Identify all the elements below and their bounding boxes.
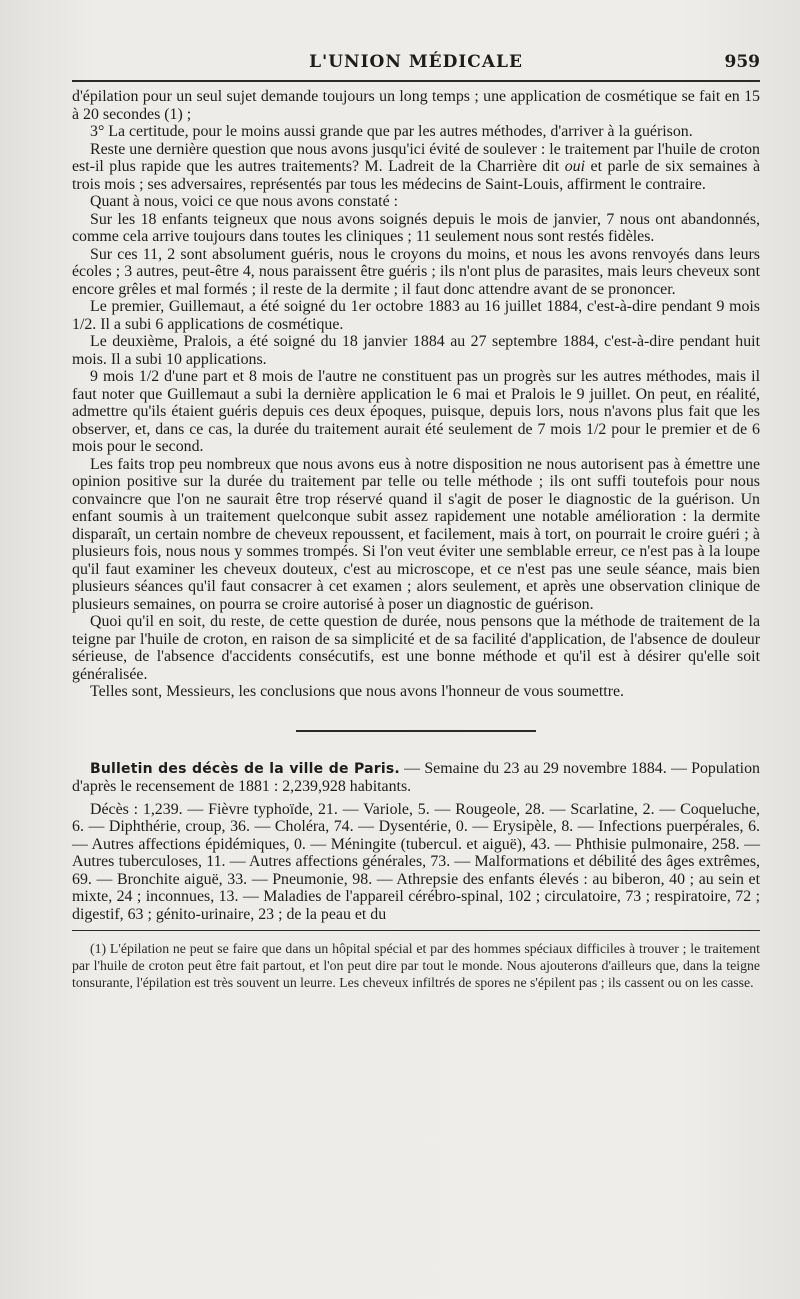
paragraph (72, 141, 760, 194)
paragraph-text: et parle de six semaines à trois mois ; ses adversaires, représentés par tous les médecins de Saint-Louis, affirment le contraire. (72, 158, 761, 193)
paragraph: Sur ces 11, 2 sont absolument guéris, nous le croyons du moins, et nous les avons renvoyés dans leurs écoles ; 3 autres, peut-être 4, nous paraissent être guéris ; ils n'ont plus de parasites, mais leurs cheveux sont encore grêles et mal formés ; il reste de la dermite ; il faut donc attendre avant de se prononcer. (72, 245, 760, 298)
mortality-bulletin (72, 760, 760, 924)
paragraph: Telles sont, Messieurs, les conclusions que nous avons l'honneur de vous soumettre. (90, 683, 625, 700)
paragraph: Le deuxième, Pralois, a été soigné du 18 janvier 1884 au 27 septembre 1884, c'est-à-dire pendant huit mois. Il a subi 10 applications. (72, 333, 760, 368)
paragraph: 3° La certitude, pour le moins aussi grande que par les autres méthodes, d'arriver à la guérison. (90, 123, 693, 140)
page-header (72, 50, 760, 80)
bulletin-title: Bulletin des décès de la ville de Paris. (90, 760, 400, 777)
paragraph-text: Reste une dernière question que nous avons jusqu'ici évité de soulever : le traitement par l'huile de croton est-il plus rapide que les autres traitements? M. Ladreit de la Charrière dit (72, 140, 760, 175)
paragraph: d'épilation pour un seul sujet demande toujours un long temps ; une application de cosmétique se fait en 15 à 20 secondes (1) ; (72, 88, 760, 123)
footnote (72, 940, 760, 992)
paragraph: 9 mois 1/2 d'une part et 8 mois de l'autre ne constituent pas un progrès sur les autres méthodes, mais il faut noter que Guillemaut a subi la dernière application le 6 mai et Pralois le 9 juillet. On peut, en réalité, admettre qu'ils étaient guéris depuis ces deux époques, puisque, depuis lors, nous n'avons plus fait que les observer, et, dans ce cas, la durée du traitement aurait été seulement de 7 mois 1/2 pour le premier et de 6 mois pour le second. (72, 368, 760, 455)
bulletin-deaths: Décès : 1,239. — Fièvre typhoïde, 21. — Variole, 5. — Rougeole, 28. — Scarlatine, 2. — Coqueluche, 6. — Diphthérie, croup, 36. — Choléra, 74. — Dysentérie, 0. — Erysipèle, 8. — Infections puerpérales, 6. — Autres affections épidémiques, 0. — Méningite (tubercul. et aiguë), 43. — Phthisie pulmonaire, 258. — Autres tuberculoses, 11. — Autres affections générales, 73. — Malformations et débilité des âges extrêmes, 69. — Bronchite aiguë, 33. — Pneumonie, 98. — Athrepsie des enfants élevés : au biberon, 40 ; au sein et mixte, 24 ; inconnues, 13. — Maladies de l'appareil cérébro-spinal, 102 ; circulatoire, 73 ; respiratoire, 72 ; digestif, 63 ; génito-urinaire, 23 ; de la peau et du (72, 800, 760, 923)
footnote-rule (72, 930, 760, 931)
paragraph: Sur les 18 enfants teigneux que nous avons soignés depuis le mois de janvier, 7 nous ont abandonnés, comme cela arrive toujours dans toutes les cliniques ; 11 seulement nous sont restés fidèles. (72, 210, 760, 245)
article-body (72, 88, 760, 701)
footnote-text: (1) L'épilation ne peut se faire que dans un hôpital spécial et par des hommes spéciaux difficiles à trouver ; le traitement par l'huile de croton peut être fait partout, et l'on peut dire par tout le monde. Nous ajouterons d'ailleurs que, dans la teigne tonsurante, l'épilation est très souvent un leurre. Les cheveux infiltrés de spores ne s'épilent pas ; ils cassent ou on les casse. (72, 941, 760, 991)
section-divider (296, 730, 536, 732)
paragraph: Quant à nous, voici ce que nous avons constaté : (90, 193, 399, 210)
page-number: 959 (724, 52, 760, 72)
running-title: L'UNION MÉDICALE (309, 52, 523, 72)
paragraph: Le premier, Guillemaut, a été soigné du 1er octobre 1883 au 16 juillet 1884, c'est-à-dire pendant 9 mois 1/2. Il a subi 6 applications de cosmétique. (72, 298, 760, 333)
emphasis: oui (564, 158, 586, 175)
paragraph: Quoi qu'il en soit, du reste, de cette question de durée, nous pensons que la méthode de traitement de la teigne par l'huile de croton, en raison de sa simplicité et de sa facilité d'application, de l'absence de douleur sérieuse, de l'absence d'accidents consécutifs, est une bonne méthode et qu'il est à désirer qu'elle soit généralisée. (72, 613, 760, 683)
paragraph: Les faits trop peu nombreux que nous avons eus à notre disposition ne nous autorisent pas à émettre une opinion positive sur la durée du traitement par telle ou telle méthode ; ils ont suffi toutefois pour nous convaincre que l'on ne saurait être trop réservé quand il s'agit de poser le diagnostic de la guérison. Un enfant soumis à un traitement quelconque subit assez rapidement une notable amélioration : la dermite disparaît, un certain nombre de cheveux repoussent, et facilement, mais à tort, on pourrait le croire guéri ; à plusieurs fois, nous nous y sommes trompés. Si l'on veut éviter une semblable erreur, ce n'est pas à la loupe qu'il faut examiner les cheveux douteux, c'est au microscope, et ce n'est pas une seule séance, mais bien plusieurs séances qu'il faut consacrer à cet examen ; alors seulement, et après une observation clinique de plusieurs semaines, on pourra se croire autorisé à poser un diagnostic de guérison. (72, 455, 760, 613)
bulletin-intro: — Semaine du 23 au 29 novembre 1884. — Population d'après le recensement de 1881 : 2,239,928 habitants. (72, 759, 760, 795)
bulletin-heading (72, 760, 760, 796)
header-rule (72, 80, 760, 82)
